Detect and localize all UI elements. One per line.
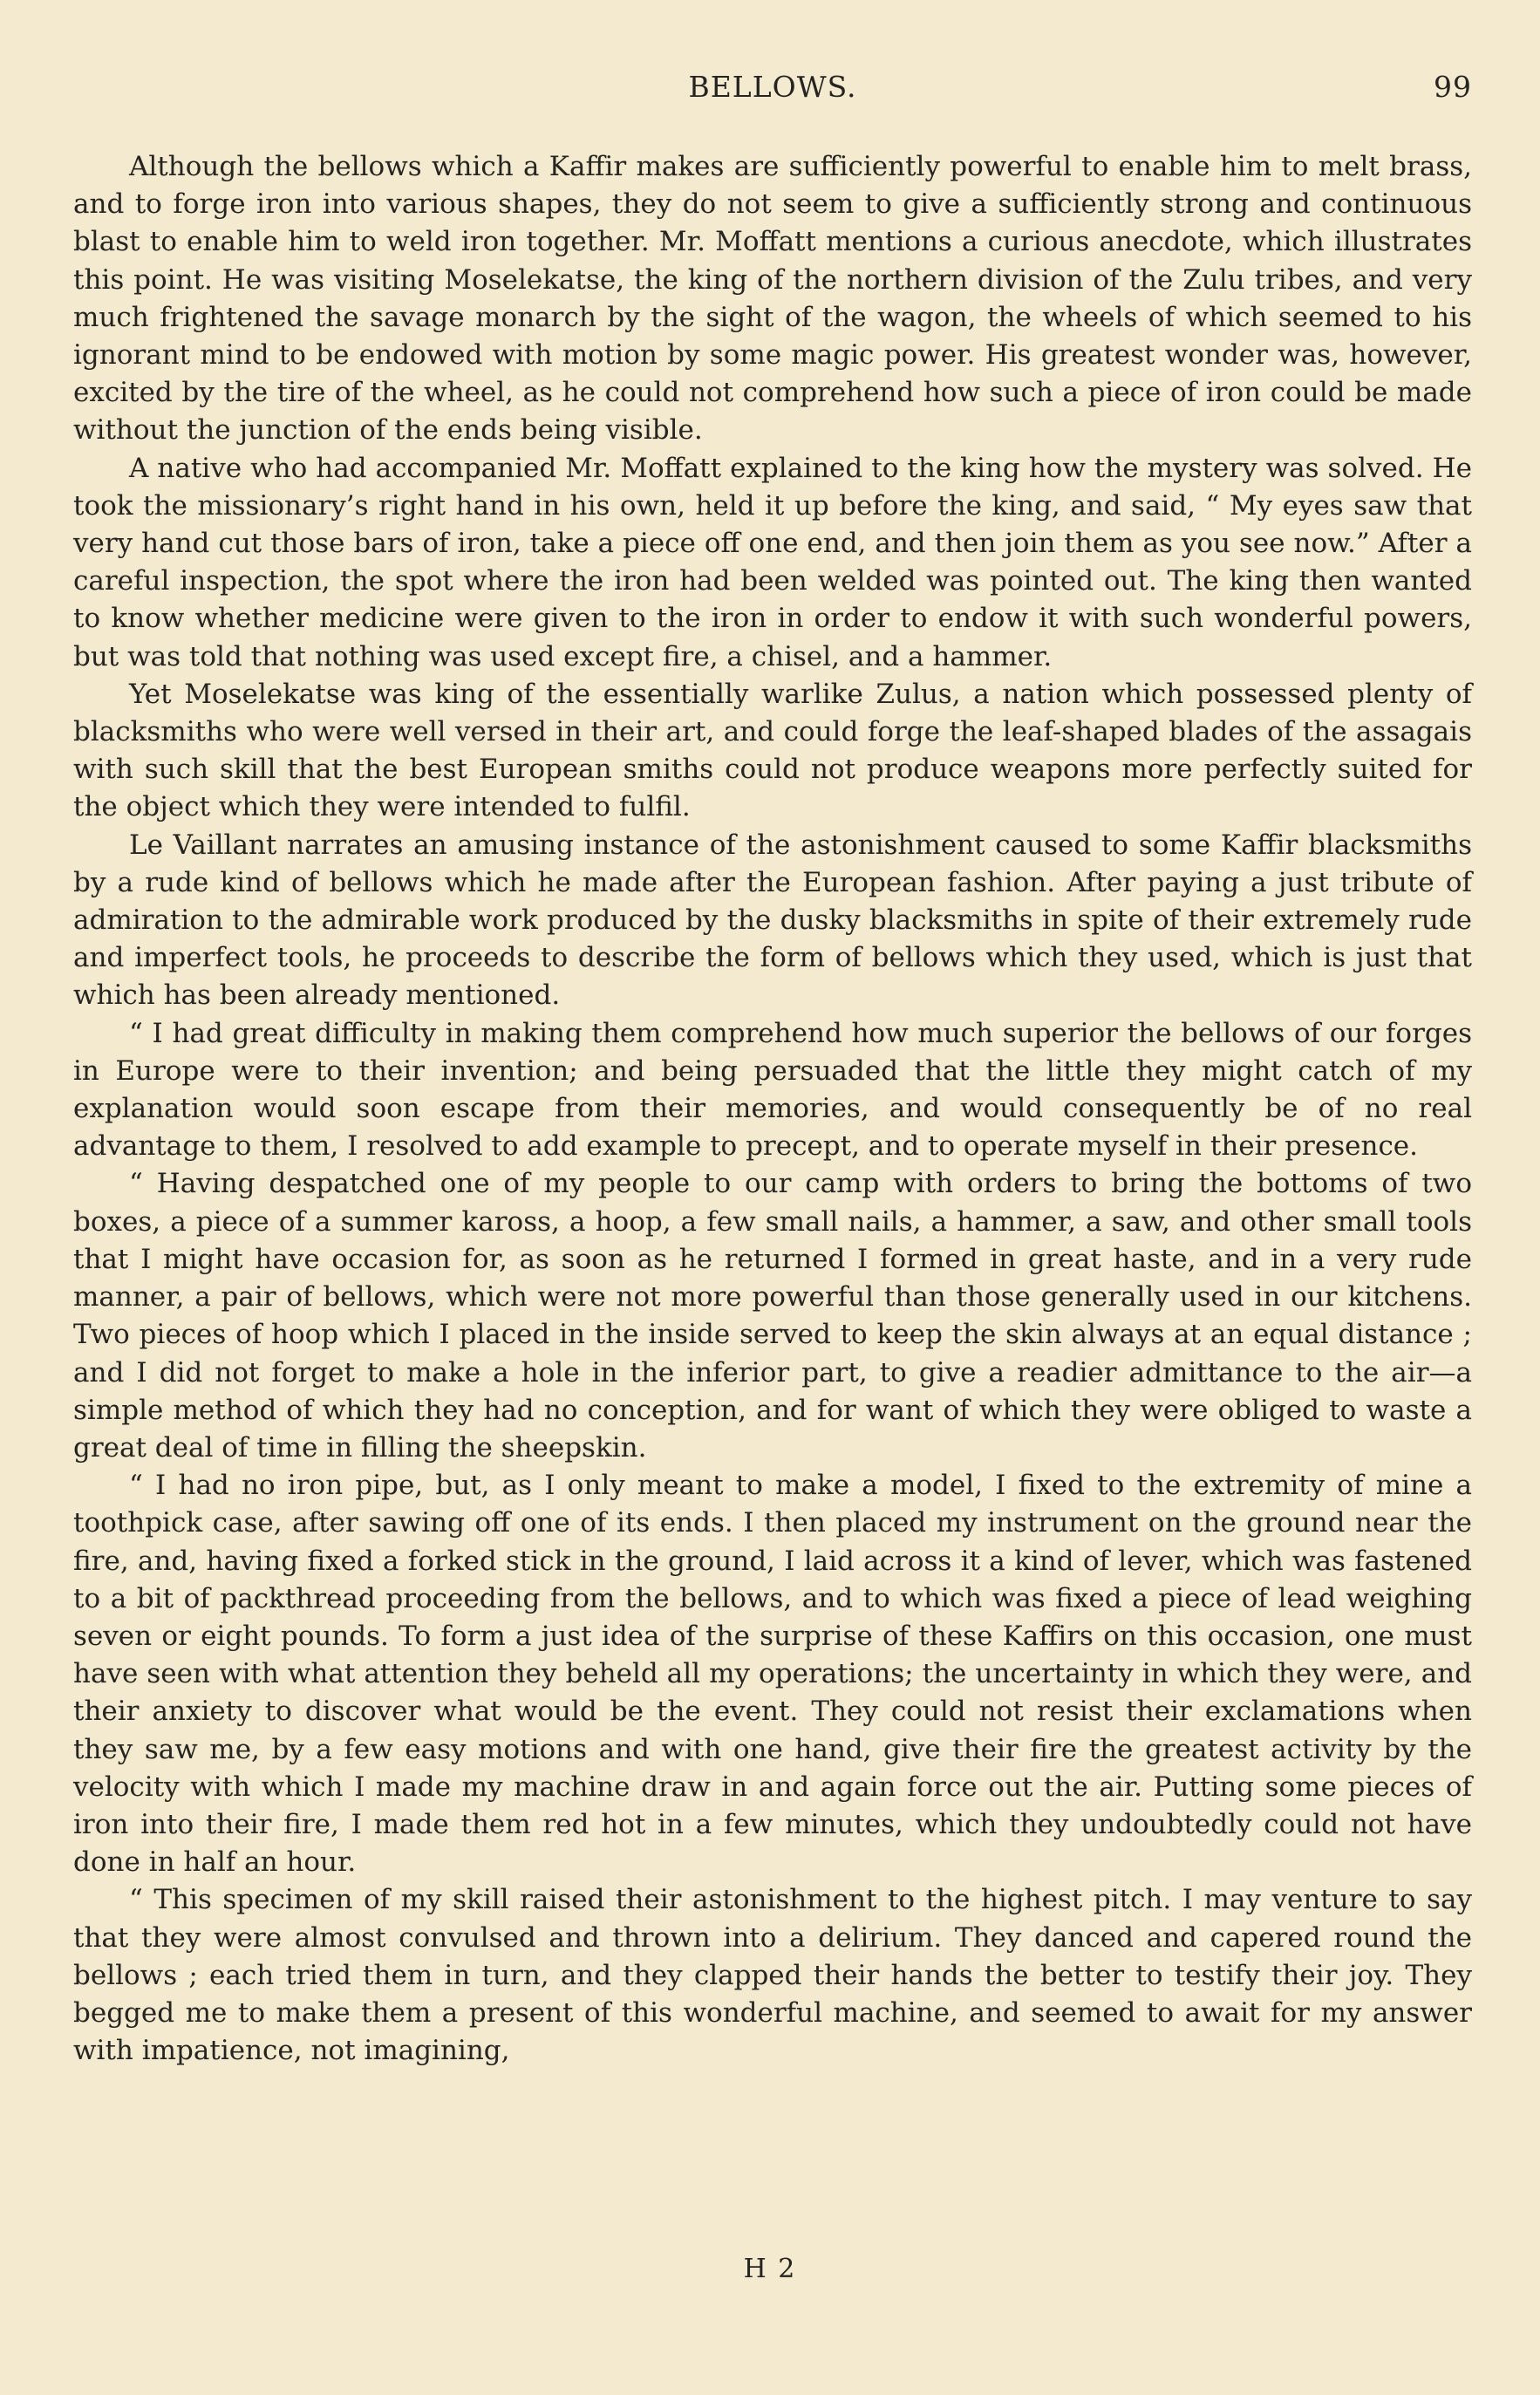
paragraph: “ Having despatched one of my people to our camp with orders to bring the bottoms of two boxes, a piece of a summer kaross, a hoop, a few small nails, a hammer, a saw, and other small tools that I might have occasion for, as soon as he returned I formed in great haste, and in a very rude manner, a pair of bellows, which were not more powerful than those generally used in our kitchens. Two pieces of hoop which I placed in the inside served to keep the skin always at an equal distance ; and I did not forget to make a hole in the inferior part, to give a readier admittance to the air—a simple method of which they had no conception, and for want of which they were obliged to waste a great deal of time in filling the sheepskin.	[73, 1168, 1472, 1464]
paragraph: “ This specimen of my skill raised their astonishment to the highest pitch. I may venture to say that they were almost convulsed and thrown into a delirium. They danced and capered round the bellows ; each tried them in turn, and they clapped their hands the better to testify their joy. They begged me to make them a present of this wonderful machine, and seemed to await for my answer with impatience, not imagining,	[73, 1884, 1472, 2067]
paragraph: “ I had no iron pipe, but, as I only meant to make a model, I fixed to the extremity of mine a toothpick case, after sawing off one of its ends. I then placed my instrument on the ground near the fire, and, having fixed a forked stick in the ground, I laid across it a kind of lever, which was fastened to a bit of packthread proceeding from the bellows, and to which was fixed a piece of lead weighing seven or eight pounds. To form a just idea of the surprise of these Kaffirs on this occasion, one must have seen with what attention they beheld all my operations; the uncertainty in which they were, and their anxiety to discover what would be the event. They could not resist their exclamations when they saw me, by a few easy motions and with one hand, give their fire the greatest activity by the velocity with which I made my machine draw in and again force out the air. Putting some pieces of iron into their fire, I made them red hot in a few minutes, which they undoubtedly could not have done in half an hour.	[73, 1470, 1472, 1879]
signature-mark: H 2	[743, 2254, 797, 2284]
chapter-title: BELLOWS.	[688, 70, 857, 104]
paragraph: “ I had great difficulty in making them comprehend how much superior the bellows of our forges in Europe were to their invention; and being persuaded that the little they might catch of my explanation would soon escape from their memories, and would consequently be of no real advantage to them, I resolved to add example to precept, and to operate myself in their presence.	[73, 1017, 1472, 1163]
paragraph: Yet Moselekatse was king of the essentially warlike Zulus, a nation which possessed plenty of blacksmiths who were well versed in their art, and could forge the leaf-shaped blades of the assagais with such skill that the best European smiths could not produce weapons more perfectly suited for the object which they were intended to fulfil.	[73, 678, 1472, 823]
paragraph: Le Vaillant narrates an amusing instance of the astonishment caused to some Kaffir blacksmiths by a rude kind of bellows which he made after the European fashion. After paying a just tribute of admiration to the admirable work produced by the dusky blacksmiths in spite of their extremely rude and imperfect tools, he proceeds to describe the form of bellows which they used, which is just that which has been already mentioned.	[73, 829, 1472, 1012]
paragraph: A native who had accompanied Mr. Moffatt explained to the king how the mystery was solved. He took the missionary’s right hand in his own, held it up before the king, and said, “ My eyes saw that very hand cut those bars of iron, take a piece off one end, and then join them as you see now.” After a careful inspection, the spot where the iron had been welded was pointed out. The king then wanted to know whether medicine were given to the iron in order to endow it with such wonderful powers, but was told that nothing was used except fire, a chisel, and a hammer.	[73, 452, 1472, 672]
running-header	[73, 70, 1472, 113]
body-text	[73, 148, 1472, 2070]
paragraph: Although the bellows which a Kaffir makes are sufficiently powerful to enable him to melt brass, and to forge iron into various shapes, they do not seem to give a sufficiently strong and continuous blast to enable him to weld iron together. Mr. Moffatt mentions a curious anecdote, which illustrates this point. He was visiting Moselekatse, the king of the northern division of the Zulu tribes, and very much frightened the savage monarch by the sight of the wagon, the wheels of which seemed to his ignorant mind to be endowed with motion by some magic power. His greatest wonder was, however, excited by the tire of the wheel, as he could not comprehend how such a piece of iron could be made without the junction of the ends being visible.	[73, 151, 1472, 447]
page-number: 99	[1434, 70, 1472, 104]
